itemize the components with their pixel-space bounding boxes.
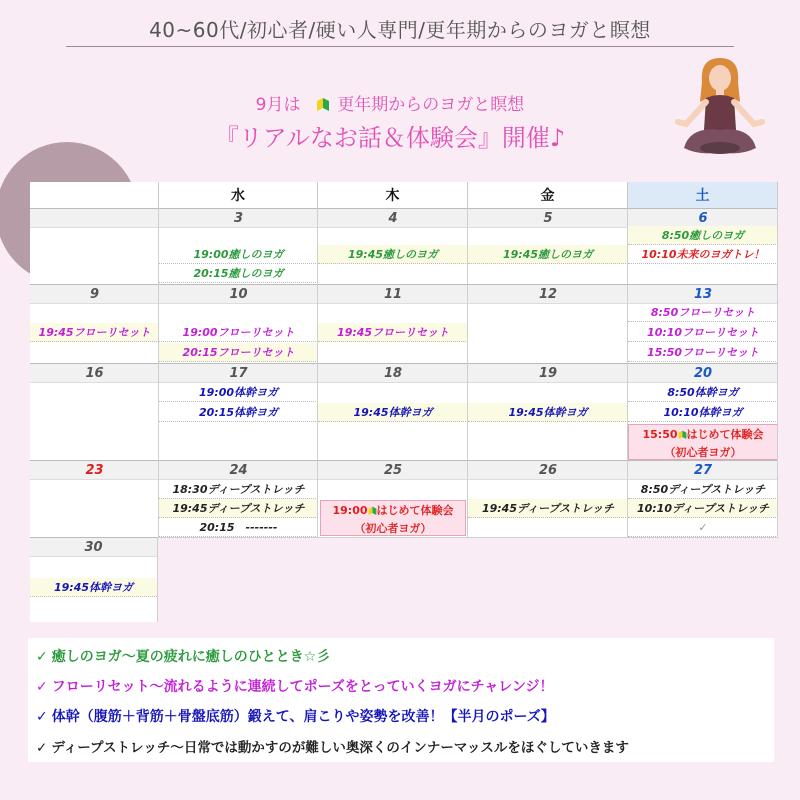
date-cell: 26 (468, 460, 628, 480)
date-cell: 30 (30, 537, 157, 557)
legend-item-core (36, 706, 555, 726)
date-cell: 18 (318, 363, 468, 383)
legend-item-iyashi (36, 646, 330, 666)
class-slot[interactable]: 8:50フローリセット (628, 303, 778, 322)
class-slot[interactable]: 8:50癒しのヨガ (628, 226, 778, 245)
legend-item-flow-reset (36, 676, 554, 696)
date-cell: 10 (159, 284, 318, 304)
class-slot[interactable]: 19:45フローリセット (318, 323, 468, 342)
class-slot[interactable]: 19:45体幹ヨガ (318, 403, 468, 422)
trial-title: はじめて体験会 (686, 428, 764, 441)
date-cell: 13 (628, 284, 778, 304)
trial-time: 15:50 (642, 428, 678, 441)
class-slot[interactable]: 19:45ディープストレッチ (468, 499, 628, 518)
trial-subtitle: （初心者ヨガ） (664, 446, 742, 459)
date-cell: 19 (468, 363, 628, 383)
class-slot[interactable]: 19:00体幹ヨガ (159, 383, 318, 402)
trial-time: 19:00 (332, 504, 368, 517)
beginner-leaf-icon (368, 505, 377, 521)
check-icon: ✓ (36, 679, 48, 695)
trial-subtitle: （初心者ヨガ） (354, 522, 432, 535)
class-slot[interactable]: 18:30ディープストレッチ (159, 480, 318, 499)
date-cell: 25 (318, 460, 468, 480)
date-cell-holiday: 23 (30, 460, 159, 480)
grid-divider (627, 208, 628, 538)
class-legend (28, 638, 774, 762)
date-cell (30, 208, 159, 228)
class-slot[interactable]: 19:45癒しのヨガ (468, 245, 628, 264)
weekday-header-wed: 水 (159, 182, 318, 210)
weekday-header-thu: 木 (318, 182, 468, 210)
legend-text: フローリセット～流れるように連続してポーズをとっていくヨガにチャレンジ！ (51, 679, 554, 695)
class-slot[interactable]: 10:10体幹ヨガ (628, 403, 778, 422)
check-icon: ✓ (36, 740, 48, 756)
subtitle-text: 更年期からのヨガと瞑想 (337, 95, 525, 115)
class-slot[interactable]: 19:00癒しのヨガ (159, 245, 318, 264)
grid-divider (317, 208, 318, 538)
date-cell: 5 (468, 208, 628, 228)
class-slot[interactable]: 20:15 ------- (159, 518, 318, 537)
class-slot[interactable]: 20:15体幹ヨガ (159, 403, 318, 422)
class-slot[interactable]: 19:45ディープストレッチ (159, 499, 318, 518)
legend-text: 体幹（腹筋＋背筋＋骨盤底筋）鍛えて、肩こりや姿勢を改善！【半月のポーズ】 (51, 709, 555, 725)
subtitle-prefix: 9月は (255, 95, 301, 115)
event-subtitle (150, 90, 630, 117)
weekday-header-sat: 土 (628, 182, 778, 210)
beginner-leaf-icon (316, 96, 330, 117)
class-slot[interactable]: 10:10フローリセット (628, 323, 778, 342)
class-slot[interactable]: 19:00フローリセット (159, 323, 318, 342)
trial-class-card[interactable] (320, 500, 466, 536)
grid-divider (158, 208, 159, 538)
date-cell: 4 (318, 208, 468, 228)
class-slot[interactable]: 15:50フローリセット (628, 343, 778, 362)
date-cell: 9 (30, 284, 159, 304)
class-slot[interactable]: 8:50ディープストレッチ (628, 480, 778, 499)
trial-class-card[interactable] (628, 424, 778, 460)
weekday-header-fri: 金 (468, 182, 628, 210)
check-icon: ✓ (628, 518, 778, 537)
legend-text: ディープストレッチ～日常では動かすのが難しい奥深くのインナーマッスルをほぐしていきます (51, 740, 629, 756)
page-title: 40~60代/初心者/硬い人専門/更年期からのヨガと瞑想 (149, 18, 651, 42)
date-cell: 20 (628, 363, 778, 383)
trial-title: はじめて体験会 (376, 504, 454, 517)
yoga-woman-illustration (670, 52, 770, 164)
date-cell: 12 (468, 284, 628, 304)
class-slot[interactable]: 20:15癒しのヨガ (159, 264, 318, 283)
class-slot[interactable]: 10:10未来のヨガトレ！ (628, 245, 778, 264)
date-cell: 16 (30, 363, 159, 383)
legend-item-deep-stretch (36, 736, 629, 756)
beginner-leaf-icon (678, 429, 687, 445)
grid-divider (777, 208, 778, 538)
class-slot[interactable]: 19:45体幹ヨガ (30, 578, 157, 597)
class-slot[interactable]: 10:10ディープストレッチ (628, 499, 778, 518)
date-cell: 3 (159, 208, 318, 228)
date-cell: 27 (628, 460, 778, 480)
page-background (158, 538, 778, 622)
date-cell: 11 (318, 284, 468, 304)
check-icon: ✓ (36, 649, 48, 665)
event-headline: 『リアルなお話＆体験会』開催♪ (214, 124, 566, 152)
grid-divider (467, 208, 468, 538)
class-slot[interactable]: 19:45癒しのヨガ (318, 245, 468, 264)
legend-text: 癒しのヨガ～夏の疲れに癒しのひととき☆彡 (51, 649, 331, 665)
class-slot[interactable]: 20:15フローリセット (159, 343, 318, 362)
weekday-header-tue (30, 182, 159, 210)
title-divider (66, 46, 734, 47)
class-slot[interactable]: 19:45体幹ヨガ (468, 403, 628, 422)
class-slot[interactable]: 8:50体幹ヨガ (628, 383, 778, 402)
class-slot[interactable]: 19:45フローリセット (30, 323, 159, 342)
date-cell: 17 (159, 363, 318, 383)
date-cell: 24 (159, 460, 318, 480)
date-cell: 6 (628, 208, 778, 228)
check-icon: ✓ (36, 709, 48, 725)
